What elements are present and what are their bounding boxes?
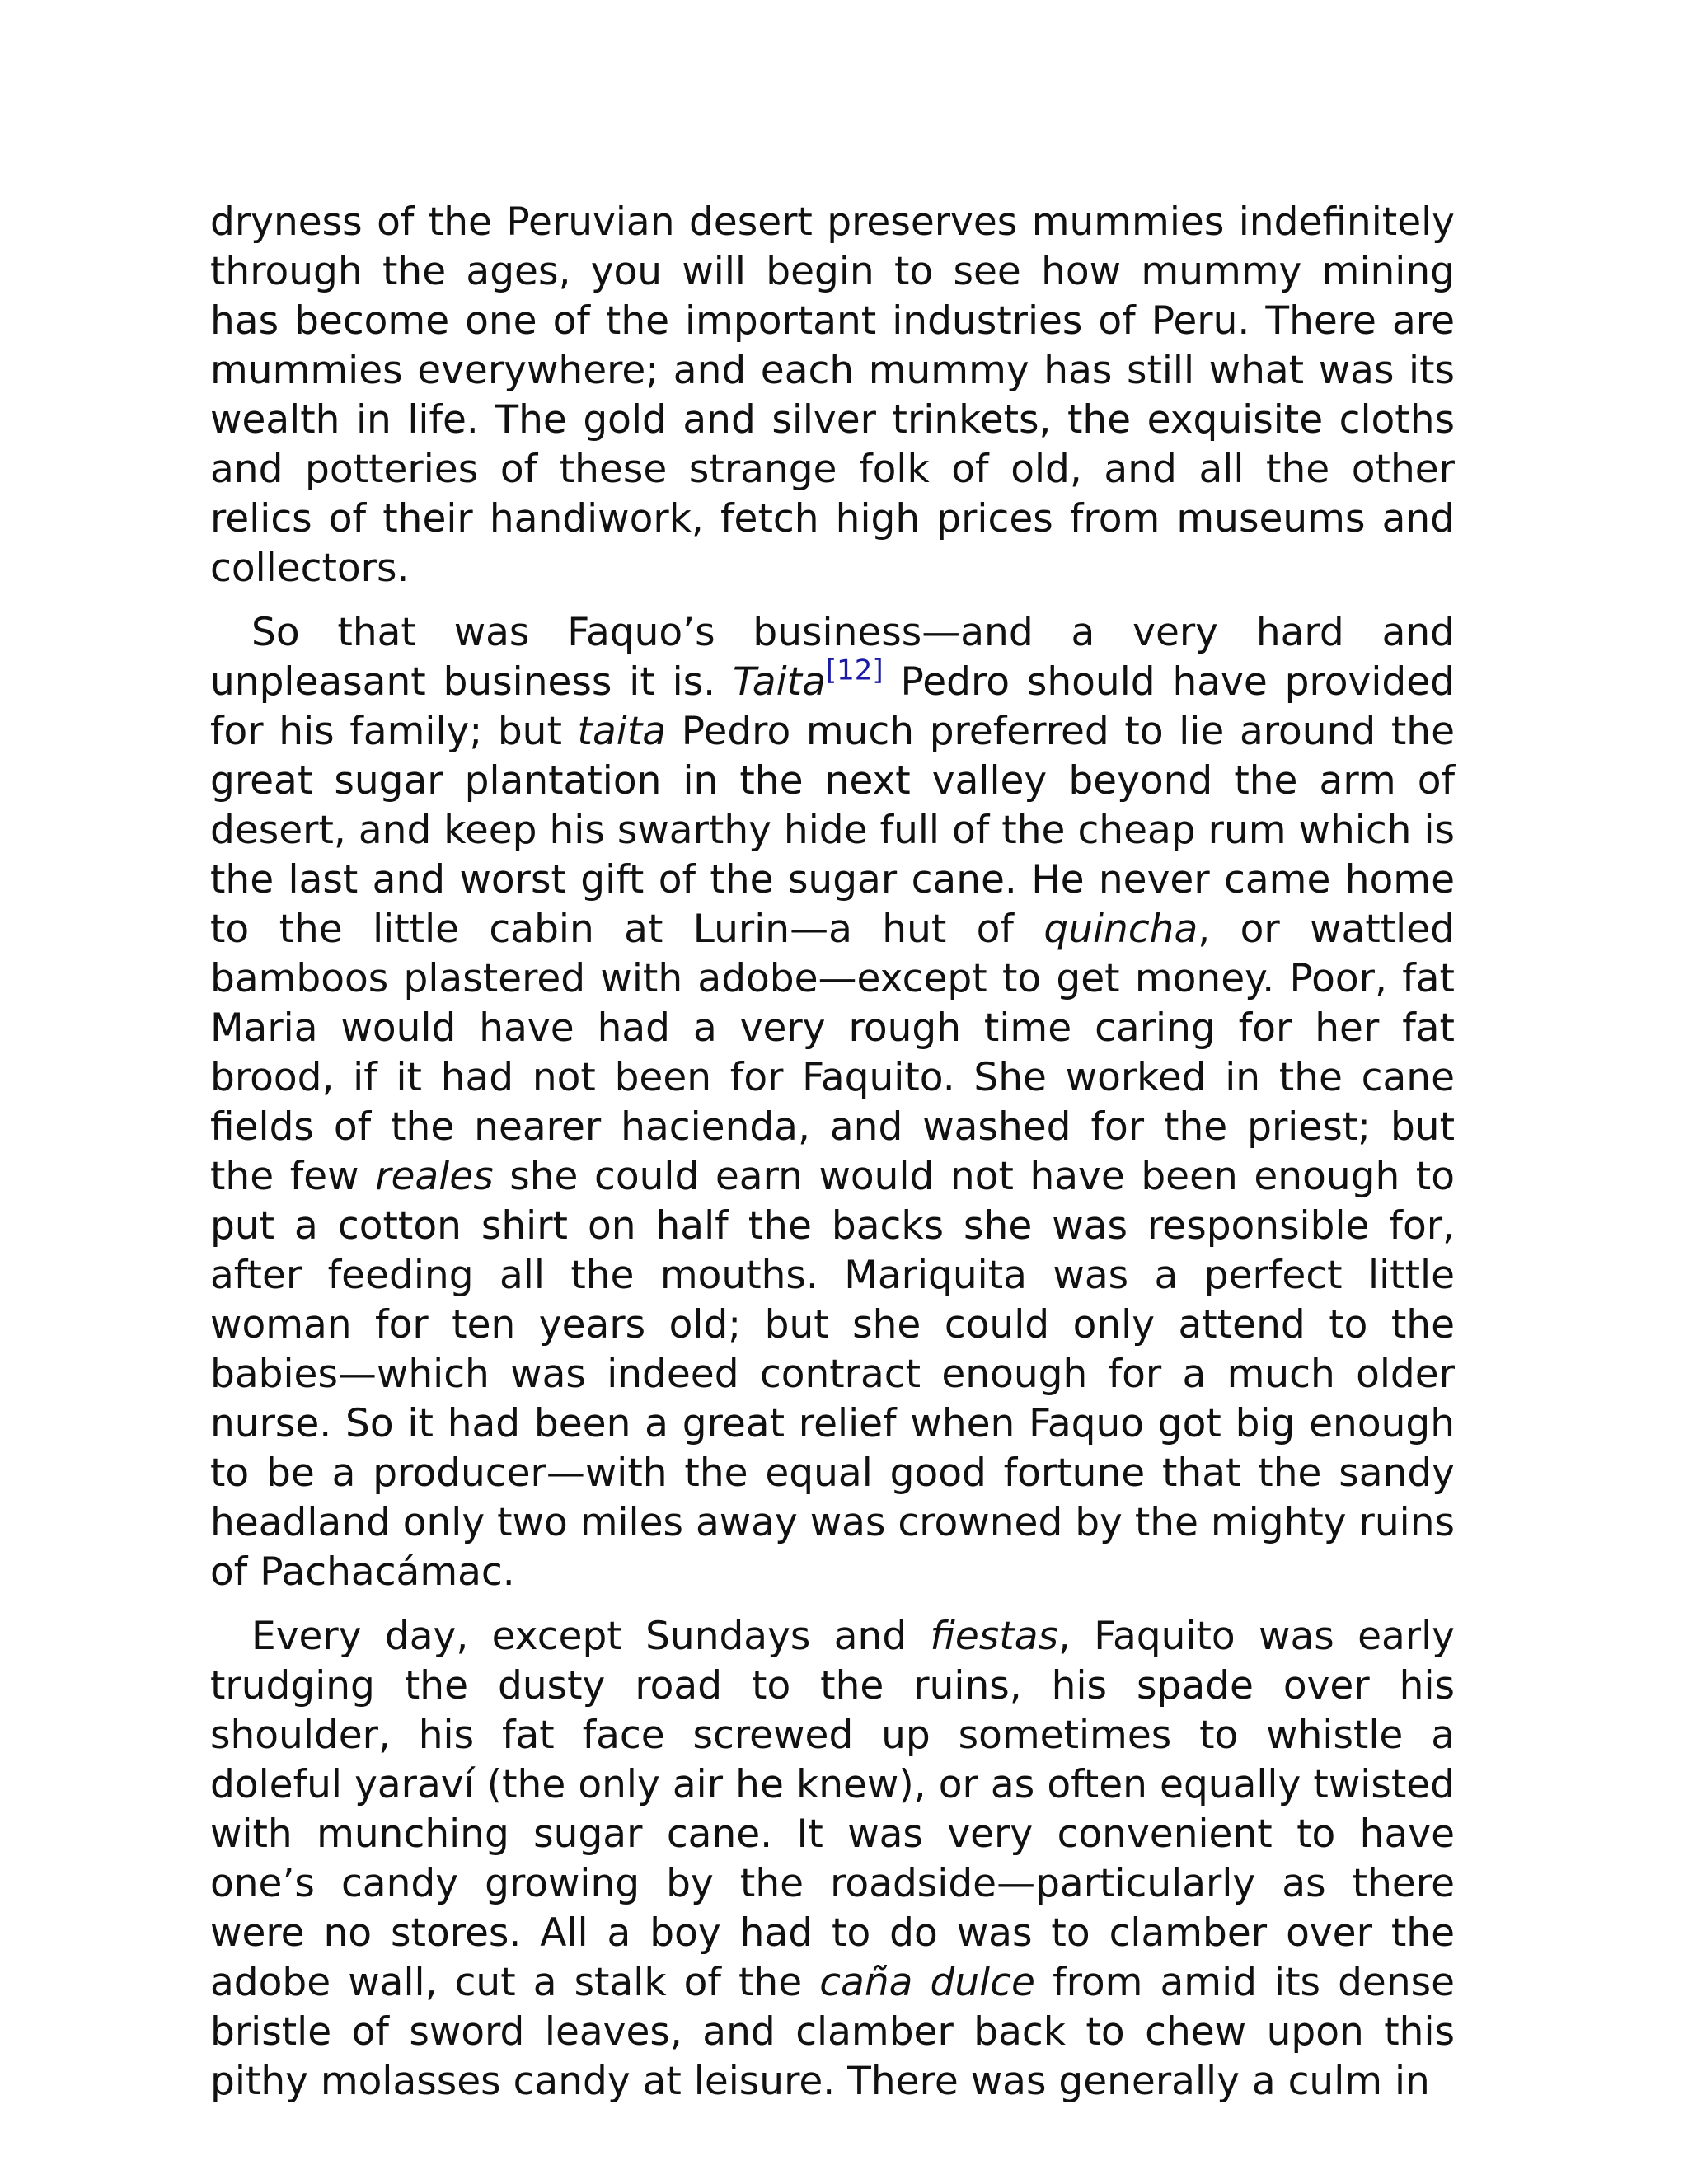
paragraph bbox=[210, 608, 1455, 1597]
text-run: So that was Faquo’s business—and a very hard and unpleasant business it is. bbox=[210, 610, 1455, 705]
italic-text: taita bbox=[577, 709, 667, 754]
text-run: , Faquito was early trudging the dusty road to the ruins, his spade over his shoulder, his fat face screwed up sometimes to whistle a doleful yaraví (the only air he knew), or as often equally twisted with munching sugar cane. It was very convenient to have one’s candy growing by the roadside—particularly as there were no stores. All a boy had to do was to clamber over the adobe wall, cut a stalk of the bbox=[210, 1614, 1455, 2005]
italic-text: quincha bbox=[1043, 907, 1198, 952]
italic-text: fiestas bbox=[930, 1614, 1058, 1659]
paragraph bbox=[210, 1612, 1455, 2107]
text-run: Every day, except Sundays and bbox=[251, 1614, 931, 1659]
text-run: , or wattled bamboos plastered with adobe—except to get money. Poor, fat Maria would have had a very rough time caring for her fat brood, if it had not been for Faquito. She worked in the cane fields of the nearer hacienda, and washed for the priest; but the few bbox=[210, 907, 1455, 1199]
text-run: dryness of the Peruvian desert preserves mummies indefinitely through the ages, you will begin to see how mummy mining has become one of the important industries of Peru. There are mummies everywhere; and each mummy has still what was its wealth in life. The gold and silver trinkets, the exquisite cloths and potteries of these strange folk of old, and all the other relics of their handiwork, fetch high prices from museums and collectors. bbox=[210, 199, 1455, 591]
page-body bbox=[210, 198, 1455, 2107]
italic-text: reales bbox=[375, 1154, 494, 1199]
paragraph bbox=[210, 198, 1455, 593]
text-run: from amid its dense bristle of sword leaves, and clamber back to chew upon this pithy molasses candy at leisure. There was generally a culm in bbox=[210, 1960, 1456, 2104]
italic-text: caña dulce bbox=[819, 1960, 1035, 2005]
footnote-reference-link[interactable]: [12] bbox=[825, 654, 884, 687]
text-run: Pedro should have provided for his family; but bbox=[210, 659, 1455, 754]
text-run: Pedro much preferred to lie around the great sugar plantation in the next valley beyond the arm of desert, and keep his swarthy hide full of the cheap rum which is the last and worst gift of the sugar cane. He never came home to the little cabin at Lurin—a hut of bbox=[210, 709, 1455, 952]
text-run: she could earn would not have been enough to put a cotton shirt on half the backs she was responsible for, after feeding all the mouths. Mariquita was a perfect little woman for ten years old; but she could only attend to the babies—which was indeed contract enough for a much older nurse. So it had been a great relief when Faquo got big enough to be a producer—with the equal good fortune that the sandy headland only two miles away was crowned by the mighty ruins of Pachacámac. bbox=[210, 1154, 1455, 1595]
italic-text: Taita bbox=[733, 659, 826, 705]
